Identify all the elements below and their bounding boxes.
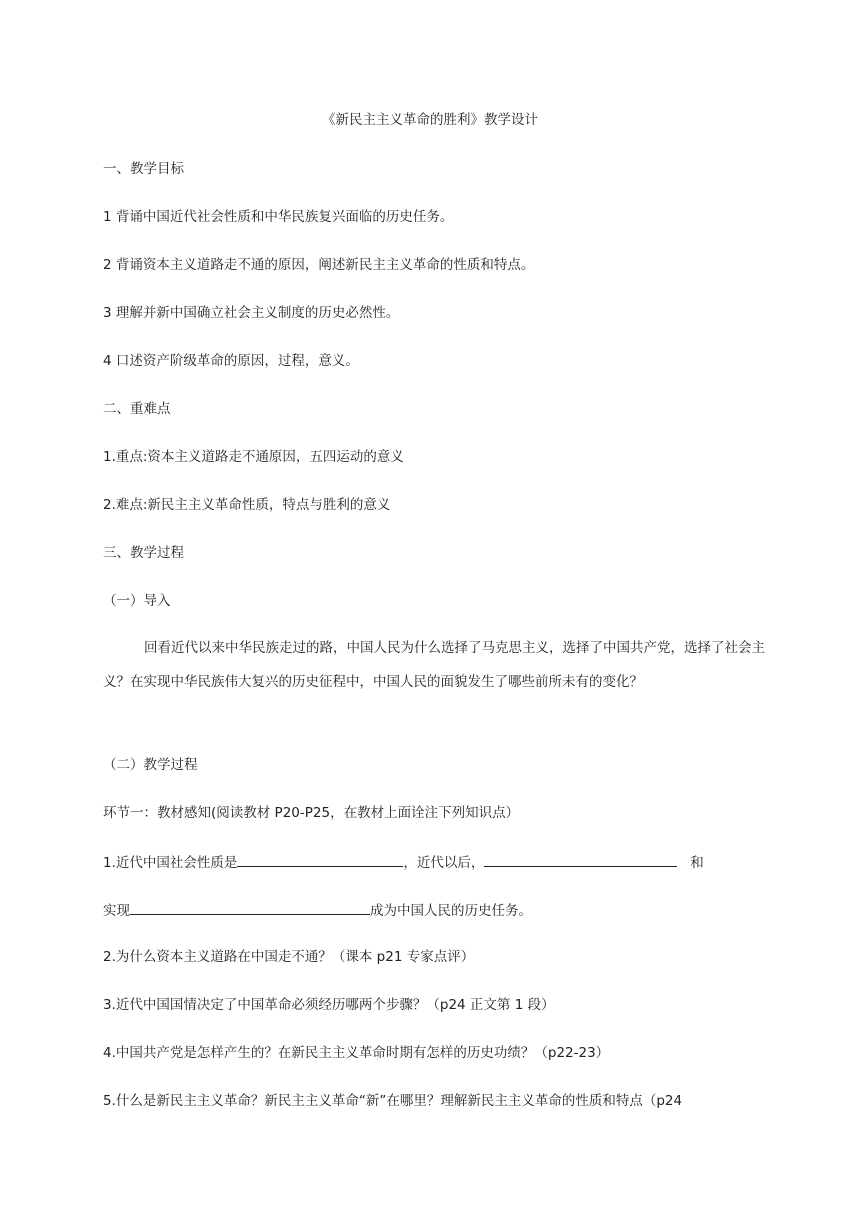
question-1-text-c: 和	[690, 855, 704, 871]
goal-item: 3 理解并新中国确立社会主义制度的历史必然性。	[103, 305, 400, 321]
question-1-line-2	[103, 899, 770, 921]
question-1-text-e: 成为中国人民的历史任务。	[370, 903, 532, 919]
fill-blank[interactable]	[484, 851, 677, 867]
question-3: 3.近代中国国情决定了中国革命必须经历哪两个步骤？（p24 正文第 1 段）	[103, 997, 555, 1013]
question-1-text-a: 1.近代中国社会性质是	[103, 855, 238, 871]
goals-heading: 一、教学目标	[103, 161, 184, 177]
goal-item: 4 口述资产阶级革命的原因，过程，意义。	[103, 353, 359, 369]
intro-paragraph: 回看近代以来中华民族走过的路，中国人民为什么选择了马克思主义，选择了中国共产党，选择了社会主义？在实现中华民族伟大复兴的历史征程中，中国人民的面貌发生了哪些前所未有的变化？	[103, 640, 765, 690]
question-1-text-d: 实现	[103, 903, 130, 919]
goal-item: 1 背诵中国近代社会性质和中华民族复兴面临的历史任务。	[103, 209, 454, 225]
key-heading: 二、重难点	[103, 401, 171, 417]
intro-heading: （一）导入	[103, 593, 171, 609]
process2-heading: （二）教学过程	[103, 757, 198, 773]
question-5: 5.什么是新民主主义革命？新民主主义革命“新”在哪里？理解新民主主义革命的性质和特点（p24	[103, 1093, 683, 1109]
question-1-line-1	[103, 851, 770, 873]
question-2: 2.为什么资本主义道路在中国走不通？（课本 p21 专家点评）	[103, 949, 475, 965]
fill-blank[interactable]	[237, 851, 403, 867]
step1-heading: 环节一：教材感知(阅读教材 P20-P25，在教材上面诠注下列知识点）	[103, 805, 520, 821]
key-point-item: 1.重点:资本主义道路走不通原因，五四运动的意义	[103, 449, 404, 465]
question-4: 4.中国共产党是怎样产生的？在新民主主义革命时期有怎样的历史功绩？（p22-23）	[103, 1045, 610, 1061]
goal-item: 2 背诵资本主义道路走不通的原因，阐述新民主主义革命的性质和特点。	[103, 257, 535, 273]
document-title: 《新民主主义革命的胜利》教学设计	[322, 112, 538, 128]
process-heading: 三、教学过程	[103, 545, 184, 561]
key-point-item: 2.难点:新民主主义革命性质，特点与胜利的意义	[103, 497, 391, 513]
fill-blank[interactable]	[130, 899, 370, 915]
question-1-text-b: ，近代以后，	[403, 855, 485, 871]
